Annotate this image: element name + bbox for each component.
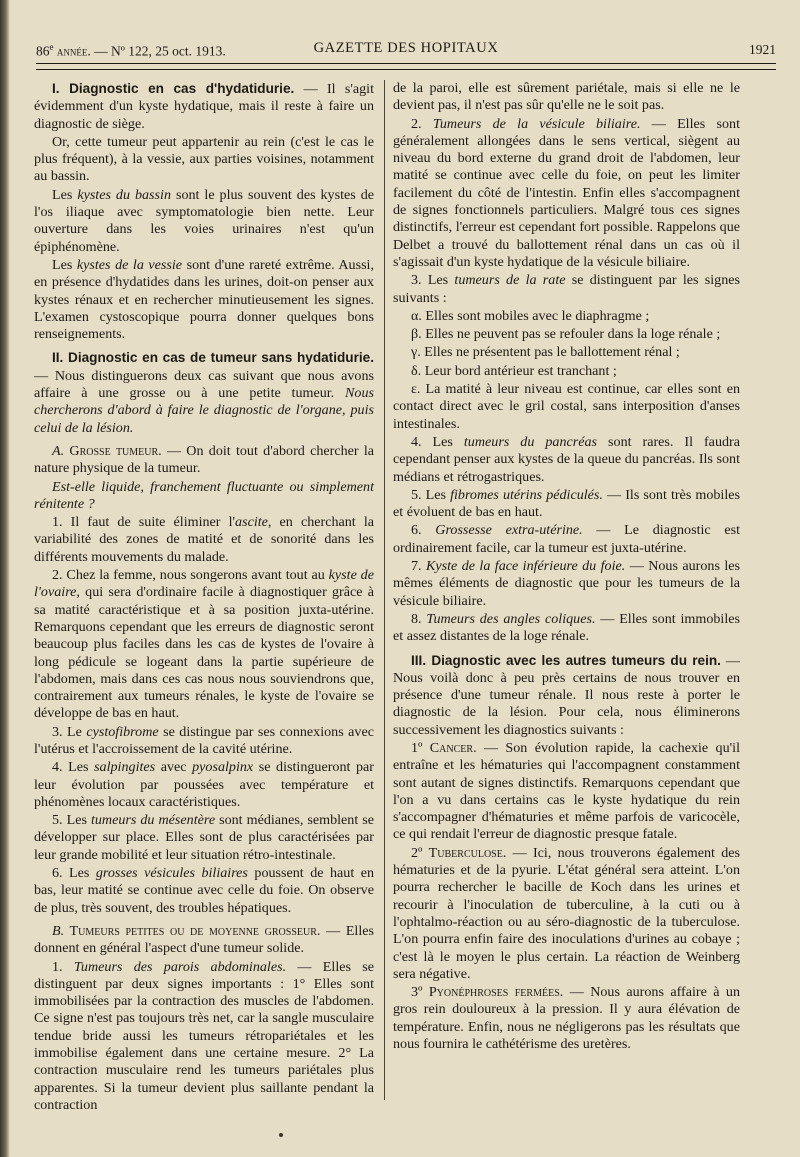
- paragraph: A. Grosse tumeur. — On doit tout d'abord chercher la nature physique de la tumeur.: [34, 442, 375, 477]
- paragraph: 2º Tuberculose. — Ici, nous trouverons également des hématuries et de la pyurie. L'état général sera atteint. L'on pourra rechercher le bacille de Koch dans les urines et recourir à l'inoculation de tuberculine, à la cuti ou à l'ophtalmo-réaction ou au séro-diagnostic de la tuberculose. L'on pourra enfin faire des inoculations d'urines au cobaye ; c'est là le moyen le plus certain. La réaction de Weinberg sera négative.: [393, 844, 740, 982]
- paragraph: 1. Tumeurs des parois abdominales. — Elles se distinguent par deux signes importants : 1° Elles sont immobilisées par la contraction des muscles de l'abdomen. Ce signe n'est pas toujours très net, car la sangle musculaire tendue bride aussi les tumeurs rétropariétales et les immobilise également dans une certaine mesure. 2° La contraction musculaire rend les tumeurs pariétales plus apparentes. Si la tumeur devient plus saillante pendant la contraction: [34, 958, 374, 1113]
- right-column: [393, 80, 740, 1053]
- paragraph: 2. Chez la femme, nous songerons avant tout au kyste de l'ovaire, qui sera d'ordinaire facile à diagnostiquer grâce à sa matité caractéristique et à sa position juxta-utérine. Remarquons cependant que les erreurs de diagnostic seront beaucoup plus faciles dans les cas de kystes de l'ovaire à long pédicule se logeant dans la partie supérieure de l'abdomen, mais dans ces cas nous nous souviendrons que, contrairement aux tumeurs rénales, le kyste de l'ovaire se développe de bas en haut.: [34, 567, 374, 722]
- section-heading-paragraph: II. Diagnostic en cas de tumeur sans hydatidurie. — Nous distinguerons deux cas suivant que nous avons affaire à une grosse ou à une petite tumeur. Nous chercherons d'abord à faire le diagnostic de l'organe, puis celui de la lésion.: [34, 350, 374, 436]
- paragraph: de la paroi, elle est sûrement pariétale, mais si elle ne le devient pas, il n'est pas sûr qu'elle ne le soit pas.: [393, 80, 740, 114]
- paragraph: 1. Il faut de suite éliminer l'ascite, en cherchant la variabilité des zones de matité et de sonorité dans les différents mouvements du malade.: [34, 514, 374, 565]
- paragraph: 2. Tumeurs de la vésicule biliaire. — Elles sont généralement allongées dans le sens vertical, siègent au niveau du bord externe du grand droit de l'abdomen, leur matité se continue avec celle du foie, on peut les limiter facilement du côté de l'intestin. Enfin elles s'accompagnent de signes fonctionnels particuliers. Malgré tous ces signes distinctifs, l'erreur est cependant fort possible. Rappelons que Delbet a trouvé du ballottement rénal dans un cas où il s'agissait d'un kyste hydatique de la vésicule biliaire.: [393, 115, 740, 270]
- paragraph: 5. Les fibromes utérins pédiculés. — Ils sont très mobiles et évoluent de bas en haut.: [393, 486, 741, 521]
- list-item: γ. Elles ne présentent pas le ballottement rénal ;: [411, 344, 680, 361]
- list-item: δ. Leur bord antérieur est tranchant ;: [411, 362, 617, 379]
- paragraph: 5. Les tumeurs du mésentère sont médianes, semblent se développer sur place. Elles sont de plus caractérisées par leur grande mobilité et leur situation rétro-intestinale.: [34, 812, 374, 863]
- paragraph: 4. Les tumeurs du pancréas sont rares. Il faudra cependant penser aux kystes de la queue du pancréas. Ils sont médians et rétrogastriques.: [393, 433, 740, 485]
- header-rule-thin: [36, 69, 776, 70]
- paragraph: 8. Tumeurs des angles coliques. — Elles sont immobiles et assez distantes de la loge rénale.: [393, 610, 741, 645]
- paragraph: 6. Les grosses vésicules biliaires poussent de haut en bas, leur matité se continue avec celle du foie. On observe de plus, très souvent, des troubles hépatiques.: [34, 865, 375, 916]
- paragraph: Or, cette tumeur peut appartenir au rein (c'est le cas le plus fréquent), à la vessie, aux parties voisines, notamment au bassin.: [34, 133, 374, 185]
- list-item: ε. La matité à leur niveau est continue, car elles sont en contact direct avec le gril costal, sans interposition d'anses intestinales.: [393, 381, 740, 432]
- paragraph: 6. Grossesse extra-utérine. — Le diagnostic est ordinairement facile, car la tumeur est juxta-utérine.: [393, 522, 741, 556]
- section-heading-paragraph: III. Diagnostic avec les autres tumeurs du rein. — Nous voilà donc à peu près certains de nous trouver en présence d'une tumeur rénale. Il nous reste à porter le diagnostic de la lésion. Pour cela, nous éliminerons successivement les diagnostics suivants :: [393, 652, 741, 738]
- journal-title: GAZETTE DES HOPITAUX: [313, 40, 499, 56]
- paragraph: Les kystes du bassin sont le plus souvent des kystes de l'os iliaque avec symptomatologie bien nette. Leur ouverture dans les voies urinaires n'est qu'un épiphénomène.: [34, 186, 374, 255]
- paragraph: 3º Pyonéphroses fermées. — Nous aurons affaire à un gros rein douloureux à la pression. Il y aura élévation de température. Enfin, nous ne négligerons pas les résultats que nous fournira le cathétérisme des uretères.: [393, 984, 741, 1053]
- list-item: β. Elles ne peuvent pas se refouler dans la loge rénale ;: [411, 326, 721, 343]
- ink-dot: [279, 1133, 283, 1137]
- column-divider: [384, 80, 385, 1100]
- paragraph: 3. Les tumeurs de la rate se distinguent par les signes suivants :: [393, 272, 740, 306]
- paragraph: 1º Cancer. — Son évolution rapide, la cachexie qu'il entraîne et les hématuries qui l'accompagnent constamment sont autant de signes distinctifs. Remarquons cependant que l'on a vu dans certains cas le kyste hydatique du rein s'accompagner d'hématuries et même parfois de varicocèle, ce qui rendait l'erreur de diagnostic presque fatale.: [393, 739, 740, 843]
- paragraph: I. Diagnostic en cas d'hydatidurie. — Il s'agit évidemment d'un kyste hydatique, mais il reste à faire un diagnostic de siège.: [34, 81, 374, 132]
- paragraph: B. Tumeurs petites ou de moyenne grosseur. — Elles donnent en général l'aspect d'une tumeur solide.: [34, 922, 374, 957]
- left-column: [34, 80, 374, 1114]
- paragraph: 4. Les salpingites avec pyosalpinx se distingueront par leur évolution par poussées avec température et phénomènes locaux caractéristiques.: [34, 759, 374, 810]
- list-item: α. Elles sont mobiles avec le diaphragme ;: [411, 307, 650, 324]
- header-rule: [36, 63, 776, 64]
- page-header: [36, 40, 776, 60]
- page-binding-edge: [0, 0, 10, 1157]
- issue-info: 86e année. — Nº 122, 25 oct. 1913.: [36, 42, 226, 59]
- page-number: 1921: [749, 42, 776, 57]
- paragraph: 7. Kyste de la face inférieure du foie. — Nous aurons les mêmes éléments de diagnostic que pour les tumeurs de la vésicule biliaire.: [393, 558, 740, 609]
- paragraph: Est-elle liquide, franchement fluctuante ou simplement rénitente ?: [34, 478, 374, 512]
- paragraph: Les kystes de la vessie sont d'une rareté extrême. Aussi, en présence d'hydatides dans les urines, doit-on penser aux kystes rénaux et en rechercher minutieusement les signes. L'examen cystoscopique pourra donner quelques bons renseignements.: [34, 256, 374, 343]
- paragraph: 3. Le cystofibrome se distingue par ses connexions avec l'utérus et l'accroissement de la cavité utérine.: [34, 723, 374, 757]
